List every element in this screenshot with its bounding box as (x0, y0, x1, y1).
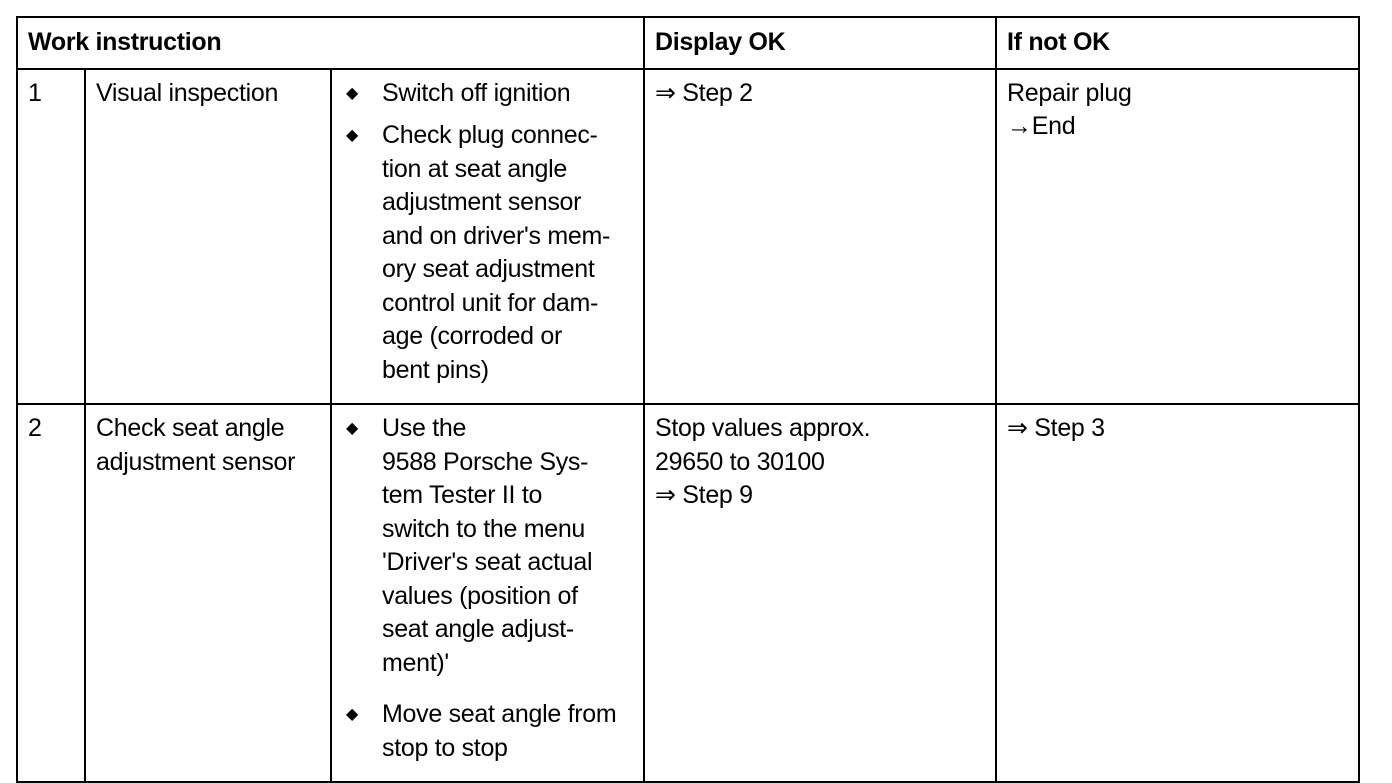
display-ok-cell (644, 69, 996, 405)
display-ok-text: ⇒ Step 2 (655, 78, 753, 107)
step-instructions (331, 69, 644, 405)
step-number: 1 (17, 69, 85, 405)
display-ok-values: 29650 to 30100 (655, 447, 825, 476)
display-ok-text: Stop values approx. (655, 414, 871, 442)
table-row (17, 404, 1359, 782)
instruction-text: Switch off ignition (382, 78, 571, 107)
if-not-ok-text: Repair plug (1007, 78, 1132, 107)
step-title-line: adjustment sensor (96, 447, 296, 476)
if-not-ok-cell (996, 404, 1359, 782)
if-not-ok-result: →End (1007, 112, 1076, 140)
instruction-text: Use the 9588 Porsche Sys- tem Tester II to switch to the menu 'Driver's seat actual values (position of seat angle adjust- ment)' (382, 414, 593, 677)
if-not-ok-text: ⇒ Step 3 (1007, 414, 1105, 442)
step-title (85, 404, 331, 782)
instruction-text: Check plug connec- tion at seat angle adjustment sensor and on driver's mem- ory seat adjustment control unit for dam- age (corroded or bent pins) (382, 121, 611, 384)
list-item (342, 412, 633, 680)
table-row (17, 69, 1359, 405)
step-number: 2 (17, 404, 85, 782)
table-header-row (17, 17, 1359, 69)
list-item (342, 698, 633, 765)
instruction-list (342, 77, 633, 388)
diamond-bullet-icon: ◆ (346, 706, 359, 723)
list-item (342, 77, 633, 111)
step-title: Visual inspection (85, 69, 331, 405)
diamond-bullet-icon: ◆ (346, 127, 359, 144)
step-title-line: Check seat angle (96, 414, 285, 442)
header-work-instruction: Work instruction (17, 17, 644, 69)
diamond-bullet-icon: ◆ (346, 420, 359, 437)
list-item (342, 119, 633, 387)
instruction-list (342, 412, 633, 765)
display-ok-next-step: ⇒ Step 9 (655, 481, 753, 509)
display-ok-cell (644, 404, 996, 782)
work-instruction-table (16, 16, 1360, 783)
instruction-text: Move seat angle from stop to stop (382, 700, 617, 762)
step-instructions (331, 404, 644, 782)
header-if-not-ok: If not OK (996, 17, 1359, 69)
if-not-ok-cell (996, 69, 1359, 405)
diamond-bullet-icon: ◆ (346, 84, 359, 102)
header-display-ok: Display OK (644, 17, 996, 69)
